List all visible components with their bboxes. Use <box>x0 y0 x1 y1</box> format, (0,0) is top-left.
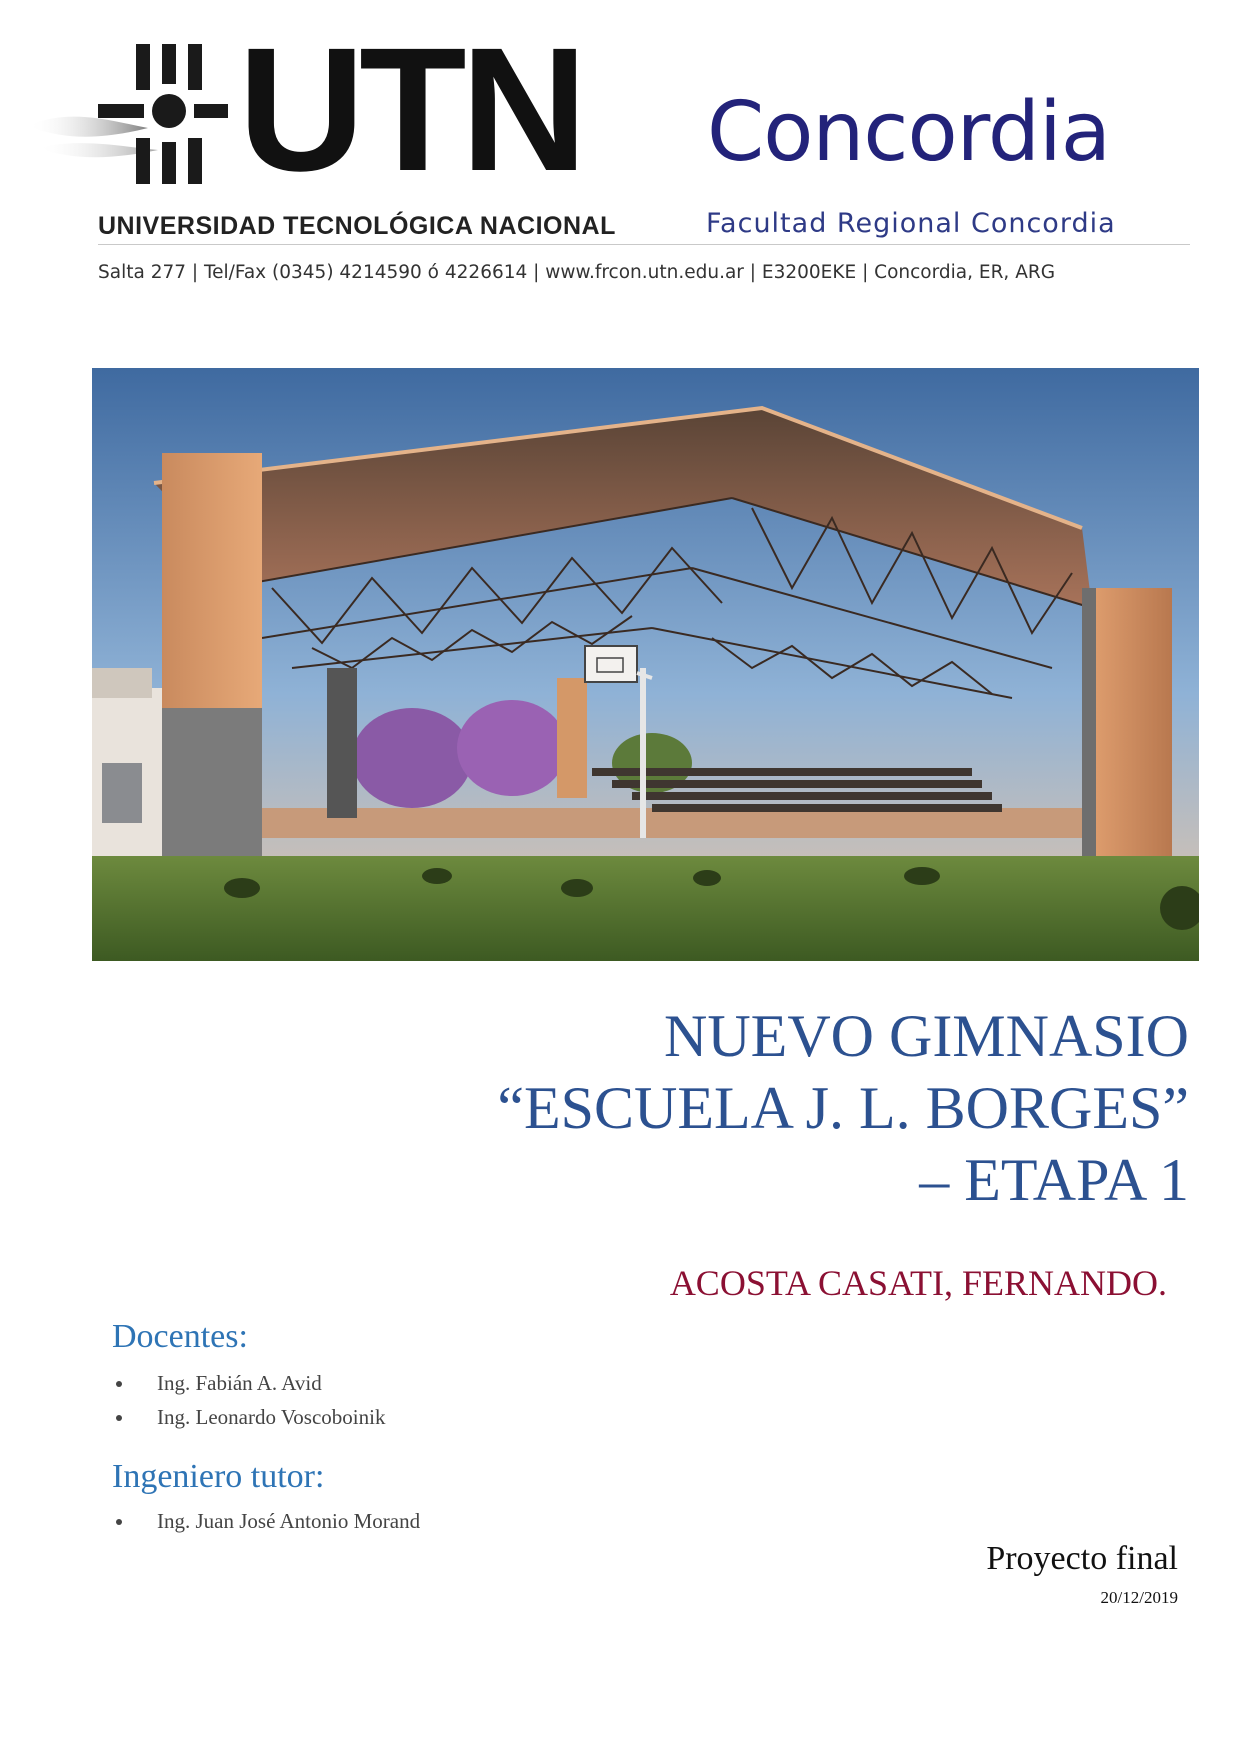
document-title <box>289 1000 1189 1216</box>
list-item <box>112 1504 420 1538</box>
gymnasium-render-icon <box>92 368 1199 961</box>
header-divider <box>98 244 1190 245</box>
author-name: ACOSTA CASATI, FERNANDO. <box>669 1263 1167 1303</box>
concordia-wordmark: Concordia <box>707 85 1111 180</box>
utn-wordmark: UTN <box>238 12 582 208</box>
tutor-name: Ing. Juan José Antonio Morand <box>157 1509 421 1533</box>
utn-emblem-icon <box>28 38 228 190</box>
bullet-icon <box>116 1519 122 1525</box>
list-item <box>112 1400 385 1434</box>
title-line-2: “ESCUELA J. L. BORGES” <box>497 1075 1189 1141</box>
docente-name: Ing. Leonardo Voscoboinik <box>157 1405 386 1429</box>
tutor-list <box>112 1504 420 1538</box>
gymnasium-render-image <box>92 368 1199 961</box>
docentes-heading: Docentes: <box>112 1318 248 1355</box>
list-item <box>112 1366 385 1400</box>
project-label: Proyecto final <box>986 1540 1178 1577</box>
university-name: UNIVERSIDAD TECNOLÓGICA NACIONAL <box>98 212 616 240</box>
docente-name: Ing. Fabián A. Avid <box>157 1371 322 1395</box>
title-line-1: NUEVO GIMNASIO <box>664 1003 1189 1069</box>
faculty-name: Facultad Regional Concordia <box>706 208 1116 239</box>
bullet-icon <box>116 1381 122 1387</box>
project-date: 20/12/2019 <box>1100 1588 1178 1607</box>
contact-line: Salta 277 | Tel/Fax (0345) 4214590 ó 4226614 | www.frcon.utn.edu.ar | E3200EKE | Concordia, ER, ARG <box>98 262 1056 283</box>
bullet-icon <box>116 1415 122 1421</box>
docentes-list <box>112 1366 385 1434</box>
letterhead <box>0 0 1241 300</box>
tutor-heading: Ingeniero tutor: <box>112 1458 325 1495</box>
title-line-3: – ETAPA 1 <box>919 1147 1189 1213</box>
